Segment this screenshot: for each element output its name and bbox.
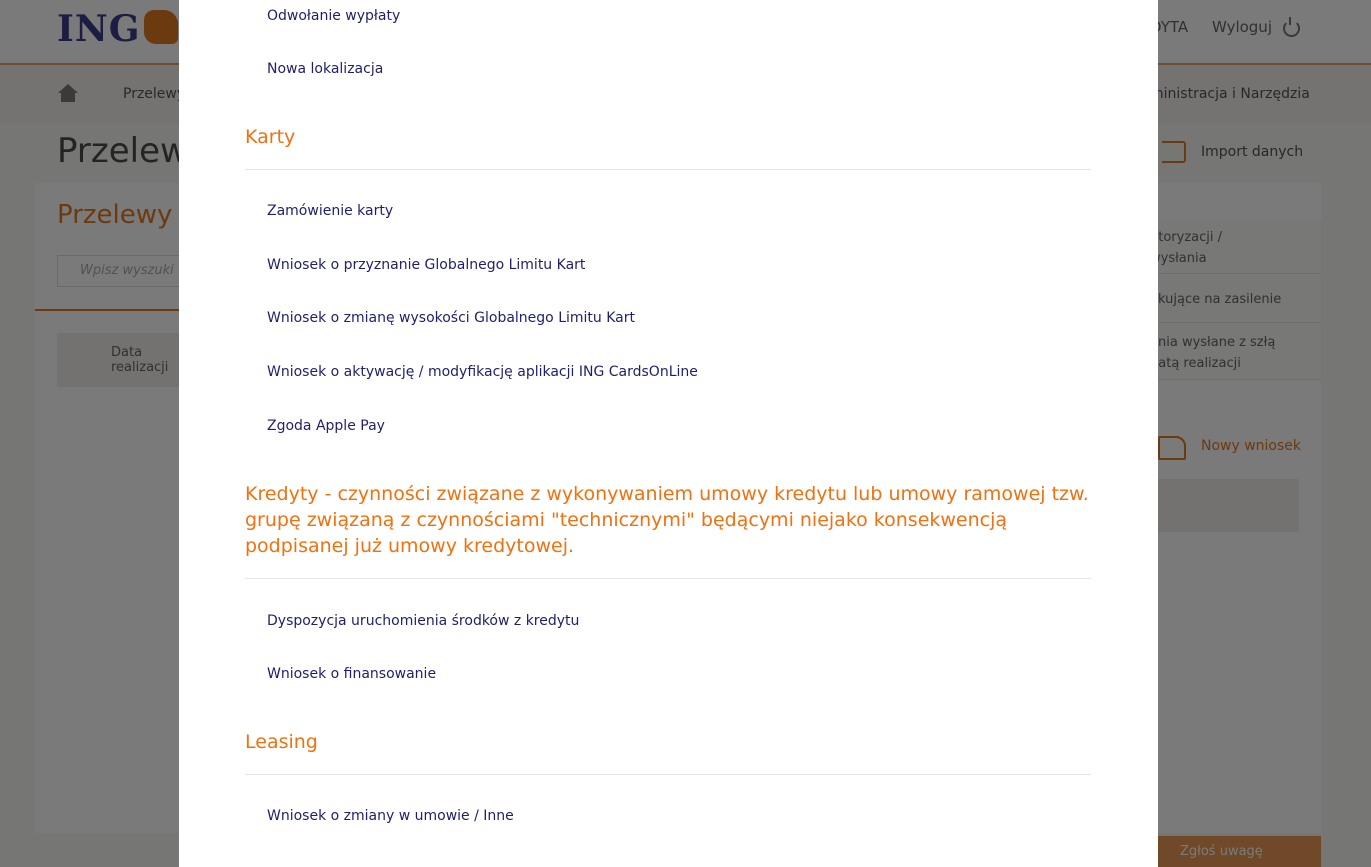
request-item-zamowienie-karty[interactable]: Zamówienie karty <box>267 203 394 219</box>
request-item-nowa-lokalizacja[interactable]: Nowa lokalizacja <box>267 61 384 77</box>
section-divider <box>245 169 1091 170</box>
section-heading-kredyty: Kredyty - czynności związane z wykonywaniem umowy kredytu lub umowy ramowej tzw. grupę związaną z czynnościami "technicznymi" będącymi niejako konsekwencją podpisanej już umowy kredytowej. <box>245 483 1089 557</box>
request-item-zmiany-w-umowie[interactable]: Wniosek o zmiany w umowie / Inne <box>267 808 514 824</box>
section-divider <box>245 774 1091 775</box>
section-heading-karty: Karty <box>245 126 296 148</box>
request-item-apple-pay[interactable]: Zgoda Apple Pay <box>267 418 385 434</box>
request-item-globalny-limit[interactable]: Wniosek o przyznanie Globalnego Limitu Kart <box>267 257 586 273</box>
request-item-uruchomienie-kredytu[interactable]: Dyspozycja uruchomienia środków z kredytu <box>267 613 580 629</box>
request-type-modal <box>179 0 1158 867</box>
request-item-cardsonline[interactable]: Wniosek o aktywację / modyfikację aplikacji ING CardsOnLine <box>267 364 698 380</box>
request-item-zmiana-limitu[interactable]: Wniosek o zmianę wysokości Globalnego Limitu Kart <box>267 310 635 326</box>
request-item-odwolanie-wyplaty[interactable]: Odwołanie wypłaty <box>267 8 401 24</box>
section-divider <box>245 578 1091 579</box>
section-heading-leasing: Leasing <box>245 731 318 753</box>
request-item-finansowanie[interactable]: Wniosek o finansowanie <box>267 666 437 682</box>
